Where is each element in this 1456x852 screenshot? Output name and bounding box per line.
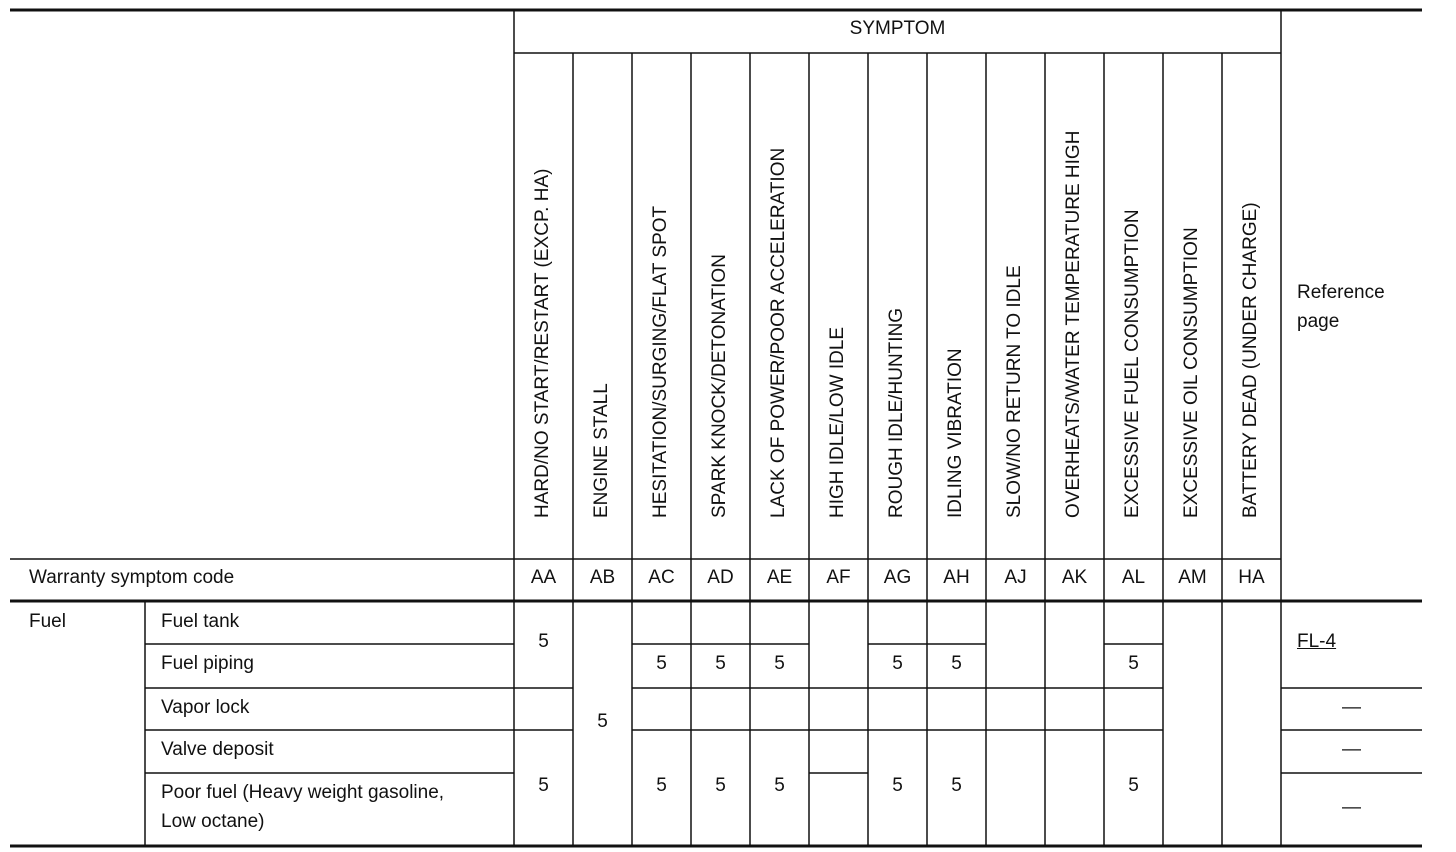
cell-value: 5 [774,775,785,796]
code-ha: HA [1238,567,1265,588]
item-valve-deposit: Valve deposit [161,739,274,760]
cell-value: 5 [656,653,667,674]
code-ad: AD [707,567,734,588]
ref-link-fl-4[interactable]: FL-4 [1297,631,1337,652]
ref-link-fuel[interactable] [1297,630,1336,654]
cell-value: 5 [774,653,785,674]
code-ac: AC [648,567,675,588]
item-poor-fuel-line1: Poor fuel (Heavy weight gasoline, [161,782,445,803]
item-fuel-tank: Fuel tank [161,611,240,632]
item-poor-fuel-line2: Low octane) [161,811,265,832]
item-vapor-lock: Vapor lock [161,697,250,718]
cell-value: 5 [538,775,549,796]
cell-value: 5 [656,775,667,796]
code-ah: AH [943,567,970,588]
warranty-code-label: Warranty symptom code [29,567,235,588]
cell-value: 5 [597,711,608,732]
code-al: AL [1121,567,1146,588]
code-aj: AJ [1004,567,1027,588]
symptom-header: SYMPTOM [849,18,946,39]
ref-poor-fuel: — [1342,797,1361,818]
cell-value: 5 [538,631,549,652]
code-ab: AB [589,567,616,588]
cell-value: 5 [1128,775,1139,796]
cell-value: 5 [892,775,903,796]
cell-value: 5 [951,653,962,674]
code-am: AM [1178,567,1207,588]
cell-value: 5 [715,775,726,796]
code-aa: AA [530,567,557,588]
reference-page-header: Reference page [1297,282,1385,332]
ref-valve-deposit: — [1342,739,1361,760]
category-fuel: Fuel [29,611,66,632]
code-ag: AG [883,567,912,588]
code-ae: AE [766,567,793,588]
item-fuel-piping: Fuel piping [161,653,254,674]
ref-vapor-lock: — [1342,697,1361,718]
cell-value: 5 [892,653,903,674]
cell-value: 5 [1128,653,1139,674]
code-af: AF [826,567,851,588]
cell-value: 5 [715,653,726,674]
cell-value: 5 [951,775,962,796]
code-ak: AK [1061,567,1088,588]
